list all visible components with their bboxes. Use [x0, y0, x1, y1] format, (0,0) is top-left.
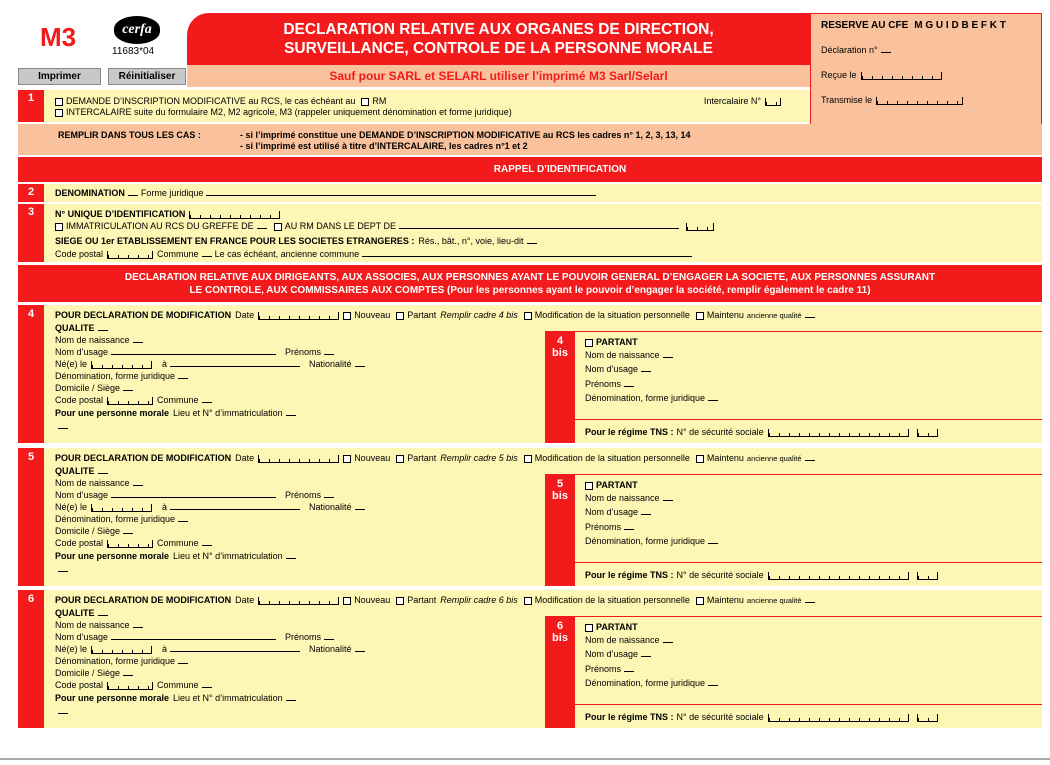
intercalaire-no-label: Intercalaire N°: [703, 96, 761, 106]
rm-dept-label: AU RM DANS LE DEPT DE: [284, 221, 397, 231]
ancienne-qualite-label: ancienne qualité: [746, 454, 802, 463]
bis-nom-usage-label: Nom d’usage: [585, 649, 639, 659]
modif-label: Modification de la situation personnelle: [534, 310, 690, 320]
personne-morale-label: Pour une personne morale: [55, 693, 170, 703]
partant-label: Partant: [407, 310, 437, 320]
nom-naissance-row: [55, 478, 538, 488]
lieu-immat-field-2[interactable]: [58, 421, 68, 429]
regime-label: Pour le régime TNS :: [585, 570, 674, 580]
bis-prenoms-field[interactable]: [624, 522, 634, 530]
cfe-recue-date[interactable]: [861, 72, 942, 80]
maintenu-checkbox[interactable]: [696, 597, 704, 605]
prenoms-field[interactable]: [324, 632, 334, 640]
nom-naissance-label: Nom de naissance: [55, 335, 130, 345]
naissance-row: [55, 359, 538, 369]
bis-denom-field[interactable]: [708, 678, 718, 686]
cp-field[interactable]: [107, 397, 153, 405]
rcs-row: [55, 221, 1030, 231]
domicile-field[interactable]: [123, 526, 133, 534]
bis-prenoms-label: Prénoms: [585, 379, 622, 389]
bis-nom-usage-field[interactable]: [641, 364, 651, 372]
prenoms-label: Prénoms: [285, 490, 322, 500]
domicile-label: Domicile / Siège: [55, 526, 121, 536]
bis-denom-row: [585, 536, 1025, 546]
domicile-field[interactable]: [123, 668, 133, 676]
lieu-immat-field-2[interactable]: [58, 564, 68, 572]
commune-label: Commune: [157, 680, 199, 690]
tns-row: [585, 712, 942, 722]
date-field[interactable]: [258, 312, 339, 320]
ne-le-field[interactable]: [91, 646, 152, 654]
nom-naissance-field[interactable]: [133, 620, 143, 628]
bis-partant-checkbox[interactable]: [585, 339, 593, 347]
bis-label: bis: [552, 347, 568, 359]
date-label: Date: [235, 453, 255, 463]
bis-nom-usage-field[interactable]: [641, 507, 651, 515]
lieu-naissance-field[interactable]: [170, 502, 300, 510]
ne-le-field[interactable]: [91, 361, 152, 369]
ne-le-label: Né(e) le: [55, 359, 88, 369]
nationalite-field[interactable]: [355, 502, 365, 510]
bis-prenoms-row: [585, 379, 1025, 389]
bis-nom-naissance-label: Nom de naissance: [585, 635, 660, 645]
section-1: [44, 90, 810, 122]
denom-forme-label: Dénomination, forme juridique: [55, 514, 176, 524]
title-banner: [187, 13, 810, 65]
block-number-bar: [18, 448, 44, 586]
personne-morale-row-2: [55, 706, 538, 716]
date-label: Date: [235, 310, 255, 320]
denom-forme-label: Dénomination, forme juridique: [55, 656, 176, 666]
lieu-immat-label: Lieu et N° d’immatriculation: [173, 408, 283, 418]
prenoms-field[interactable]: [324, 490, 334, 498]
lieu-immat-field-2[interactable]: [58, 706, 68, 714]
commune-field[interactable]: [202, 680, 212, 688]
cfe-transmise-date[interactable]: [876, 97, 963, 105]
denom-forme-field[interactable]: [178, 371, 188, 379]
bis-partant-checkbox[interactable]: [585, 624, 593, 632]
bis-nom-usage-row: [585, 507, 1025, 517]
block-modif-row: [55, 595, 1030, 605]
intercalaire-label: INTERCALAIRE suite du formulaire M2, M2 agricole, M3 (rappeler uniquement dénomination et forme juridique): [66, 107, 512, 117]
bottom-divider: [0, 758, 1050, 760]
bis-number: 6: [556, 620, 564, 632]
siege-commune-label: Commune: [157, 249, 199, 259]
secu-key-field[interactable]: [917, 429, 938, 437]
cfe-title: RESERVE AU CFE: [821, 20, 909, 31]
print-button[interactable]: Imprimer: [18, 68, 101, 85]
block-modif-row: [55, 453, 1030, 463]
siege-cp-label: Code postal: [55, 249, 104, 259]
bis-prenoms-label: Prénoms: [585, 522, 622, 532]
lieu-immat-field[interactable]: [286, 551, 296, 559]
section-5: [0, 448, 1050, 588]
block-number-bar: [18, 590, 44, 728]
ne-le-label: Né(e) le: [55, 502, 88, 512]
bis-partant-label: PARTANT: [596, 337, 638, 347]
remplir-label: REMPLIR DANS TOUS LES CAS :: [58, 130, 201, 140]
bis-denom-field[interactable]: [708, 393, 718, 401]
nationalite-field[interactable]: [355, 359, 365, 367]
personne-morale-row-2: [55, 564, 538, 574]
ancienne-qualite-label: ancienne qualité: [746, 311, 802, 320]
bis-partant-label: PARTANT: [596, 622, 638, 632]
bis-prenoms-label: Prénoms: [585, 664, 622, 674]
nom-usage-label: Nom d’usage: [55, 347, 109, 357]
cfe-recue-label: Reçue le: [821, 70, 857, 80]
nom-usage-row: [55, 632, 538, 642]
block-number: 4: [27, 308, 35, 320]
regime-label: Pour le régime TNS :: [585, 712, 674, 722]
qualite-label: QUALITE: [55, 608, 95, 618]
partant-label: Partant: [407, 595, 437, 605]
personne-morale-row: [55, 551, 538, 561]
qualite-label: QUALITE: [55, 466, 95, 476]
bis-partant-label: PARTANT: [596, 480, 638, 490]
rm-dept-code[interactable]: [686, 223, 714, 231]
qualite-field[interactable]: [98, 466, 108, 474]
domicile-label: Domicile / Siège: [55, 383, 121, 393]
unique-field[interactable]: [189, 211, 280, 219]
section-6: [0, 590, 1050, 730]
nouveau-checkbox[interactable]: [343, 597, 351, 605]
bis-prenoms-row: [585, 522, 1025, 532]
denom-forme-row: [55, 371, 538, 381]
lieu-immat-field[interactable]: [286, 408, 296, 416]
tns-row: [585, 570, 942, 580]
subtitle: Sauf pour SARL et SELARL utiliser l’imprimé M3 Sarl/Selarl: [329, 69, 668, 83]
rappel-banner: [18, 157, 1042, 182]
cfe-transmise-label: Transmise le: [821, 95, 873, 105]
cerfa-logo: [114, 16, 160, 44]
maintenu-field[interactable]: [805, 595, 815, 603]
bis-prenoms-row: [585, 664, 1025, 674]
subtitle-bar: [187, 65, 810, 87]
ancienne-commune-field[interactable]: [362, 249, 692, 257]
bis-nom-naissance-row: [585, 350, 1025, 360]
nationalite-label: Nationalité: [309, 359, 352, 369]
bis-nom-naissance-label: Nom de naissance: [585, 350, 660, 360]
bis-denom-row: [585, 678, 1025, 688]
secu-label: N° de sécurité sociale: [676, 427, 764, 437]
maintenu-checkbox[interactable]: [696, 312, 704, 320]
lieu-immat-label: Lieu et N° d’immatriculation: [173, 551, 283, 561]
denom-forme-row: [55, 514, 538, 524]
prenoms-label: Prénoms: [285, 347, 322, 357]
cp-field[interactable]: [107, 540, 153, 548]
nom-naissance-label: Nom de naissance: [55, 620, 130, 630]
nom-usage-row: [55, 347, 538, 357]
tns-row: [585, 427, 942, 437]
section-2-row: [55, 188, 1030, 198]
secu-key-field[interactable]: [917, 714, 938, 722]
secu-field[interactable]: [768, 572, 909, 580]
commune-field[interactable]: [202, 395, 212, 403]
denom-forme-field[interactable]: [178, 656, 188, 664]
rm-label: RM: [372, 96, 387, 106]
bis-denom-row: [585, 393, 1025, 403]
a-label: à: [162, 644, 168, 654]
naissance-row: [55, 502, 538, 512]
commune-field[interactable]: [202, 538, 212, 546]
rcs-checkbox[interactable]: [55, 223, 63, 231]
regime-label: Pour le régime TNS :: [585, 427, 674, 437]
denomination-field[interactable]: [128, 188, 138, 196]
date-label: Date: [235, 595, 255, 605]
nationalite-field[interactable]: [355, 644, 365, 652]
cfe-recue-row: [821, 70, 946, 80]
bis-nom-usage-row: [585, 649, 1025, 659]
bis-nom-usage-label: Nom d’usage: [585, 364, 639, 374]
nouveau-checkbox[interactable]: [343, 455, 351, 463]
remplir-line-2: - si l’imprimé est utilisé à titre d’INTERCALAIRE, les cadres n°1 et 2: [240, 141, 528, 151]
nationalite-label: Nationalité: [309, 502, 352, 512]
partant-checkbox[interactable]: [396, 312, 404, 320]
siege-cp-field[interactable]: [107, 251, 153, 259]
qualite-label: QUALITE: [55, 323, 95, 333]
pour-decl-label: POUR DECLARATION DE MODIFICATION: [55, 595, 232, 605]
secu-key-field[interactable]: [917, 572, 938, 580]
section-1-row-1: [55, 96, 785, 106]
cfe-code: M G U I D B E F K T: [914, 20, 1006, 31]
form-code: M3: [40, 22, 77, 52]
bis-prenoms-field[interactable]: [624, 379, 634, 387]
personne-morale-row: [55, 408, 538, 418]
bis-label: bis: [552, 490, 568, 502]
date-field[interactable]: [258, 597, 339, 605]
denom-forme-row: [55, 656, 538, 666]
maintenu-label: Maintenu: [706, 310, 744, 320]
denom-forme-label: Dénomination, forme juridique: [55, 371, 176, 381]
section-1-row-2: [55, 107, 512, 117]
bis-number: 5: [556, 478, 564, 490]
partant-checkbox[interactable]: [396, 597, 404, 605]
lieu-immat-label: Lieu et N° d’immatriculation: [173, 693, 283, 703]
maintenu-checkbox[interactable]: [696, 455, 704, 463]
cp-field[interactable]: [107, 682, 153, 690]
qualite-field[interactable]: [98, 608, 108, 616]
section-1-number: 1: [27, 92, 35, 104]
bis-partant-row: [585, 480, 638, 490]
secu-field[interactable]: [768, 429, 909, 437]
cfe-reserve-box: [810, 13, 1042, 128]
cp-row: [55, 395, 538, 405]
lieu-naissance-field[interactable]: [170, 644, 300, 652]
section-2-number: 2: [27, 186, 35, 198]
unique-row: [55, 209, 284, 219]
rm-dept-field[interactable]: [399, 221, 679, 229]
siege-res-field[interactable]: [527, 236, 537, 244]
a-label: à: [162, 502, 168, 512]
domicile-row: [55, 526, 538, 536]
rcs-label: IMMATRICULATION AU RCS DU GREFFE DE: [66, 221, 254, 231]
nom-naissance-field[interactable]: [133, 335, 143, 343]
personne-morale-label: Pour une personne morale: [55, 408, 170, 418]
ancienne-qualite-label: ancienne qualité: [746, 596, 802, 605]
declaration-banner: [18, 265, 1042, 302]
block-modif-row: [55, 310, 1030, 320]
ne-le-field[interactable]: [91, 504, 152, 512]
cerfa-number: 11683*04: [112, 46, 155, 57]
block-number-bar: [18, 305, 44, 443]
rm-checkbox[interactable]: [361, 98, 369, 106]
maintenu-field[interactable]: [805, 310, 815, 318]
domicile-row: [55, 383, 538, 393]
remplir-bis-label: Remplir cadre 6 bis: [440, 595, 518, 605]
secu-label: N° de sécurité sociale: [676, 570, 764, 580]
commune-label: Commune: [157, 395, 199, 405]
modif-checkbox[interactable]: [524, 455, 532, 463]
maintenu-field[interactable]: [805, 453, 815, 461]
personne-morale-label: Pour une personne morale: [55, 551, 170, 561]
cfe-declaration-label: Déclaration n°: [821, 45, 878, 55]
bis-nom-naissance-label: Nom de naissance: [585, 493, 660, 503]
a-label: à: [162, 359, 168, 369]
cp-row: [55, 538, 538, 548]
intercalaire-no-field[interactable]: [765, 98, 781, 106]
nouveau-label: Nouveau: [354, 595, 391, 605]
declaration-banner-line-1: DECLARATION RELATIVE AUX DIRIGEANTS, AUX ASSOCIES, AUX PERSONNES AYANT LE POUVOIR GENERAL D’ENGAGER LA SOCIETE, AUX PERSONNES ASSURANT: [124, 271, 936, 283]
nom-naissance-field[interactable]: [133, 478, 143, 486]
block-number: 5: [27, 451, 35, 463]
nom-usage-field[interactable]: [111, 347, 276, 355]
ancienne-commune-label: Le cas échéant, ancienne commune: [214, 249, 360, 259]
bis-nom-naissance-field[interactable]: [663, 493, 673, 501]
nom-usage-label: Nom d’usage: [55, 632, 109, 642]
bis-divider: [575, 704, 1042, 705]
cfe-title-row: [821, 20, 1006, 31]
nouveau-checkbox[interactable]: [343, 312, 351, 320]
nom-naissance-row: [55, 335, 538, 345]
lieu-naissance-field[interactable]: [170, 359, 300, 367]
bis-nom-usage-row: [585, 364, 1025, 374]
cerfa-logo-text: cerfa: [122, 22, 152, 37]
denom-forme-field[interactable]: [178, 514, 188, 522]
rappel-title: RAPPEL D’IDENTIFICATION: [493, 164, 627, 175]
date-field[interactable]: [258, 455, 339, 463]
demande-label: DEMANDE D’INSCRIPTION MODIFICATIVE au RCS, le cas échéant au: [66, 96, 356, 106]
lieu-immat-field[interactable]: [286, 693, 296, 701]
demande-checkbox[interactable]: [55, 98, 63, 106]
ne-le-label: Né(e) le: [55, 644, 88, 654]
personne-morale-row: [55, 693, 538, 703]
siege-res-label: Rés., bât., n°, voie, lieu-dit: [418, 236, 524, 246]
pour-decl-label: POUR DECLARATION DE MODIFICATION: [55, 453, 232, 463]
bis-nom-naissance-row: [585, 493, 1025, 503]
commune-label: Commune: [157, 538, 199, 548]
bis-denom-label: Dénomination, forme juridique: [585, 678, 706, 688]
siege-commune-field[interactable]: [202, 249, 212, 257]
bis-partant-row: [585, 622, 638, 632]
cfe-transmise-row: [821, 95, 967, 105]
domicile-field[interactable]: [123, 383, 133, 391]
bis-denom-label: Dénomination, forme juridique: [585, 393, 706, 403]
nom-usage-field[interactable]: [111, 632, 276, 640]
nom-usage-row: [55, 490, 538, 500]
qualite-field[interactable]: [98, 323, 108, 331]
forme-field[interactable]: [206, 188, 596, 196]
nouveau-label: Nouveau: [354, 453, 391, 463]
bis-number: 4: [556, 335, 564, 347]
cp-label: Code postal: [55, 395, 104, 405]
domicile-label: Domicile / Siège: [55, 668, 121, 678]
domicile-row: [55, 668, 538, 678]
nationalite-label: Nationalité: [309, 644, 352, 654]
bis-divider: [575, 562, 1042, 563]
siege-cp-row: [55, 249, 1030, 259]
pour-decl-label: POUR DECLARATION DE MODIFICATION: [55, 310, 232, 320]
rm-dept-checkbox[interactable]: [274, 223, 282, 231]
title-line-2: SURVEILLANCE, CONTROLE DE LA PERSONNE MORALE: [284, 40, 713, 57]
unique-label: N° UNIQUE D’IDENTIFICATION: [55, 209, 186, 219]
cfe-declaration-row: [821, 45, 1031, 55]
bis-partant-row: [585, 337, 638, 347]
rcs-field[interactable]: [257, 221, 267, 229]
cp-row: [55, 680, 538, 690]
prenoms-field[interactable]: [324, 347, 334, 355]
denomination-label: DENOMINATION: [55, 188, 125, 198]
bis-denom-field[interactable]: [708, 536, 718, 544]
bis-nom-usage-label: Nom d’usage: [585, 507, 639, 517]
modif-checkbox[interactable]: [524, 312, 532, 320]
naissance-row: [55, 644, 538, 654]
prenoms-label: Prénoms: [285, 632, 322, 642]
nom-naissance-row: [55, 620, 538, 630]
title-line-1: DECLARATION RELATIVE AUX ORGANES DE DIRECTION,: [283, 21, 714, 38]
partant-checkbox[interactable]: [396, 455, 404, 463]
bis-partant-checkbox[interactable]: [585, 482, 593, 490]
cp-label: Code postal: [55, 680, 104, 690]
secu-label: N° de sécurité sociale: [676, 712, 764, 722]
intercalaire-checkbox[interactable]: [55, 109, 63, 117]
section-4: [0, 305, 1050, 445]
siege-label: SIEGE OU 1er ETABLISSEMENT EN FRANCE POUR LES SOCIETES ETRANGERES :: [55, 236, 415, 246]
remplir-line-1: - si l’imprimé constitue une DEMANDE D’INSCRIPTION MODIFICATIVE au RCS les cadres n° 1, 2, 3, 13, 14: [240, 130, 691, 140]
nom-naissance-label: Nom de naissance: [55, 478, 130, 488]
modif-label: Modification de la situation personnelle: [534, 595, 690, 605]
section-3-number: 3: [27, 206, 35, 218]
bis-divider: [575, 419, 1042, 420]
bis-nom-naissance-field[interactable]: [663, 635, 673, 643]
nom-usage-field[interactable]: [111, 490, 276, 498]
cp-label: Code postal: [55, 538, 104, 548]
nouveau-label: Nouveau: [354, 310, 391, 320]
maintenu-label: Maintenu: [706, 453, 744, 463]
cfe-declaration-field[interactable]: [881, 45, 891, 53]
nom-usage-label: Nom d’usage: [55, 490, 109, 500]
bis-label: bis: [552, 632, 568, 644]
modif-checkbox[interactable]: [524, 597, 532, 605]
maintenu-label: Maintenu: [706, 595, 744, 605]
bis-nom-usage-field[interactable]: [641, 649, 651, 657]
siege-row: [55, 236, 1030, 246]
reset-button[interactable]: Réinitialiser: [108, 68, 186, 85]
block-number: 6: [27, 593, 35, 605]
remplir-bis-label: Remplir cadre 5 bis: [440, 453, 518, 463]
personne-morale-row-2: [55, 421, 538, 431]
remplir-bis-label: Remplir cadre 4 bis: [440, 310, 518, 320]
bis-nom-naissance-field[interactable]: [663, 350, 673, 358]
forme-label: Forme juridique: [140, 188, 204, 198]
modif-label: Modification de la situation personnelle: [534, 453, 690, 463]
declaration-banner-line-2: LE CONTROLE, AUX COMMISSAIRES AUX COMPTES (Pour les personnes ayant le pouvoir d’engager la société, remplir également le cadre 11): [189, 284, 871, 296]
bis-denom-label: Dénomination, forme juridique: [585, 536, 706, 546]
secu-field[interactable]: [768, 714, 909, 722]
bis-prenoms-field[interactable]: [624, 664, 634, 672]
partant-label: Partant: [407, 453, 437, 463]
bis-nom-naissance-row: [585, 635, 1025, 645]
